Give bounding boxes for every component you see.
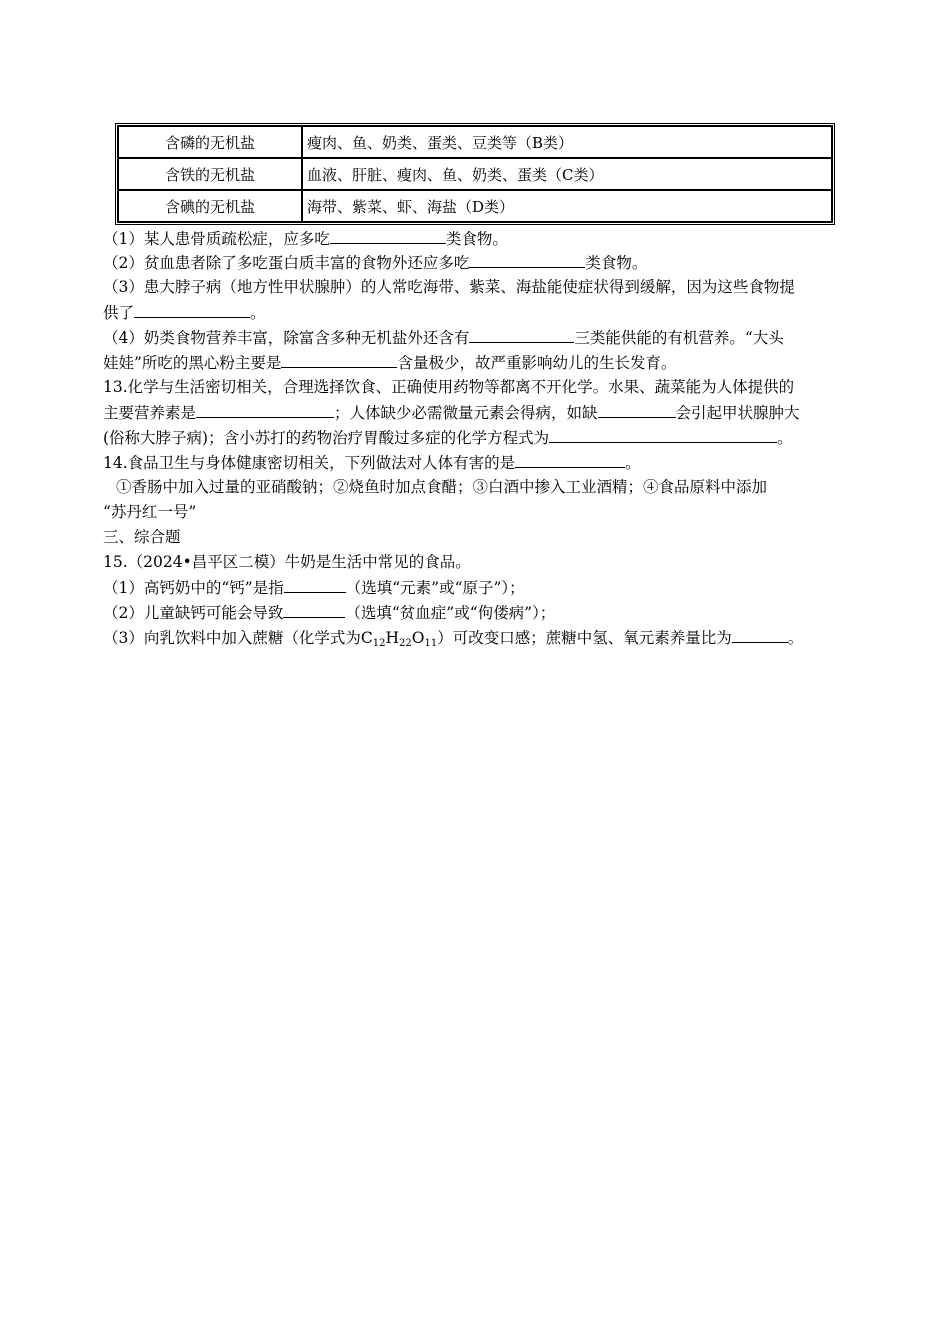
q15-item-2	[103, 602, 555, 623]
answer-blank[interactable]	[330, 228, 446, 244]
q14-suffix: 。	[625, 454, 641, 472]
mineral-name-cell: 含碘的无机盐	[118, 190, 302, 222]
q12-item-4-line1	[103, 327, 784, 348]
q14-options: ①香肠中加入过量的亚硝酸钠；②烧鱼时加点食醋；③白酒中掺入工业酒精；④食品原料中添加	[116, 478, 768, 496]
q15-item-3-text-2: ）可改变口感；蔗糖中氢、氧元素养量比为	[437, 629, 732, 647]
q12-item-2-text: （2）贫血患者除了多吃蛋白质丰富的食物外还应多吃	[103, 254, 470, 272]
q15-intro	[103, 552, 471, 572]
q13-line3	[103, 427, 793, 448]
food-list-cell: 瘦肉、鱼、奶类、蛋类、豆类等（B类）	[302, 126, 832, 158]
q12-item-3-line1	[103, 277, 795, 297]
q14-options-cont: “苏丹红一号”	[103, 503, 197, 521]
q13-text-a: 主要营养素是	[103, 404, 197, 422]
q12-item-3-text: （3）患大脖子病（地方性甲状腺肿）的人常吃海带、紫菜、海盐能使症状得到缓解，因为这些食物提	[103, 278, 795, 296]
q12-item-4-text: （4）奶类食物营养丰富，除富含多种无机盐外还含有	[103, 329, 470, 347]
formula-subscript: 22	[399, 638, 412, 649]
answer-blank[interactable]	[598, 402, 676, 418]
q13-text-d: (俗称大脖子病)；含小苏打的药物治疗胃酸过多症的化学方程式为	[103, 429, 550, 447]
formula-element: C	[360, 629, 373, 647]
table-row	[118, 158, 832, 190]
q12-item-4-text-4: 含量极少，故严重影响幼儿的生长发育。	[397, 354, 677, 372]
q12-item-4-text-2: 三类能供能的有机营养。“大头	[574, 329, 784, 347]
answer-blank[interactable]	[134, 302, 250, 318]
answer-blank[interactable]	[515, 452, 625, 468]
q13-line1	[103, 377, 794, 397]
q13-text-b: ；人体缺少必需微量元素会得病，如缺	[334, 404, 598, 422]
q14-text: 14.食品卫生与身体健康密切相关，下列做法对人体有害的是	[103, 454, 516, 472]
q12-item-3-text-cont: 供了	[103, 304, 135, 322]
q15-item-3	[103, 627, 803, 648]
q15-item-3-suffix: 。	[787, 629, 804, 647]
q12-item-1-text: （1）某人患骨质疏松症，应多吃	[103, 230, 330, 248]
answer-blank[interactable]	[732, 627, 788, 643]
q13-text: 13.化学与生活密切相关，合理选择饮食、正确使用药物等都离不开化学。水果、蔬菜能为人体提供的	[103, 378, 795, 396]
q13-text-c: 会引起甲状腺肿大	[675, 404, 800, 422]
mineral-name-cell: 含铁的无机盐	[118, 158, 302, 190]
q13-line2	[103, 402, 800, 423]
food-list-cell: 海带、紫菜、虾、海盐（D类）	[302, 190, 832, 222]
q14-line1	[103, 452, 641, 473]
section-title: 三、综合题	[103, 528, 181, 546]
formula-subscript: 11	[424, 638, 438, 649]
q12-item-3-suffix: 。	[250, 304, 266, 322]
answer-blank[interactable]	[469, 327, 574, 343]
q15-item-2-text: （2）儿童缺钙可能会导致	[103, 604, 284, 622]
answer-blank[interactable]	[196, 402, 334, 418]
q14-options-line1	[116, 477, 767, 497]
q12-item-4-line2	[103, 352, 676, 373]
answer-blank[interactable]	[281, 352, 397, 368]
answer-blank[interactable]	[283, 602, 345, 618]
formula-subscript: 12	[372, 638, 386, 649]
sucrose-formula	[361, 629, 437, 647]
q15-item-1-suffix: （选填“元素”或“原子”）；	[345, 579, 525, 597]
q15-item-3-text: （3）向乳饮料中加入蔗糖（化学式为	[103, 629, 361, 647]
table-row	[118, 190, 832, 222]
formula-element: O	[411, 629, 425, 647]
q12-item-2-suffix: 类食物。	[585, 254, 648, 272]
table-row	[118, 126, 832, 158]
mineral-name-cell: 含磷的无机盐	[118, 126, 302, 158]
q15-item-1	[103, 577, 525, 598]
q14-options-line2	[103, 502, 196, 522]
q12-item-3-line2	[103, 302, 266, 323]
q12-item-4-text-3: 娃娃”所吃的黑心粉主要是	[103, 354, 282, 372]
q12-item-1	[103, 228, 508, 249]
minerals-table	[115, 123, 835, 225]
q12-item-1-suffix: 类食物。	[445, 230, 508, 248]
food-list-cell: 血液、肝脏、瘦肉、鱼、奶类、蛋类（C类）	[302, 158, 832, 190]
answer-blank[interactable]	[549, 427, 777, 443]
q13-text-e: 。	[777, 429, 793, 447]
q15-text: 15.（2024•昌平区二模）牛奶是生活中常见的食品。	[103, 553, 471, 571]
answer-blank[interactable]	[284, 577, 346, 593]
answer-blank[interactable]	[469, 252, 585, 268]
section-heading	[103, 527, 181, 547]
q12-item-2	[103, 252, 647, 273]
q15-item-1-text: （1）高钙奶中的“钙”是指	[103, 579, 284, 597]
formula-element: H	[385, 629, 400, 647]
q15-item-2-suffix: （选填“贫血症”或“佝偻病”）；	[345, 604, 556, 622]
